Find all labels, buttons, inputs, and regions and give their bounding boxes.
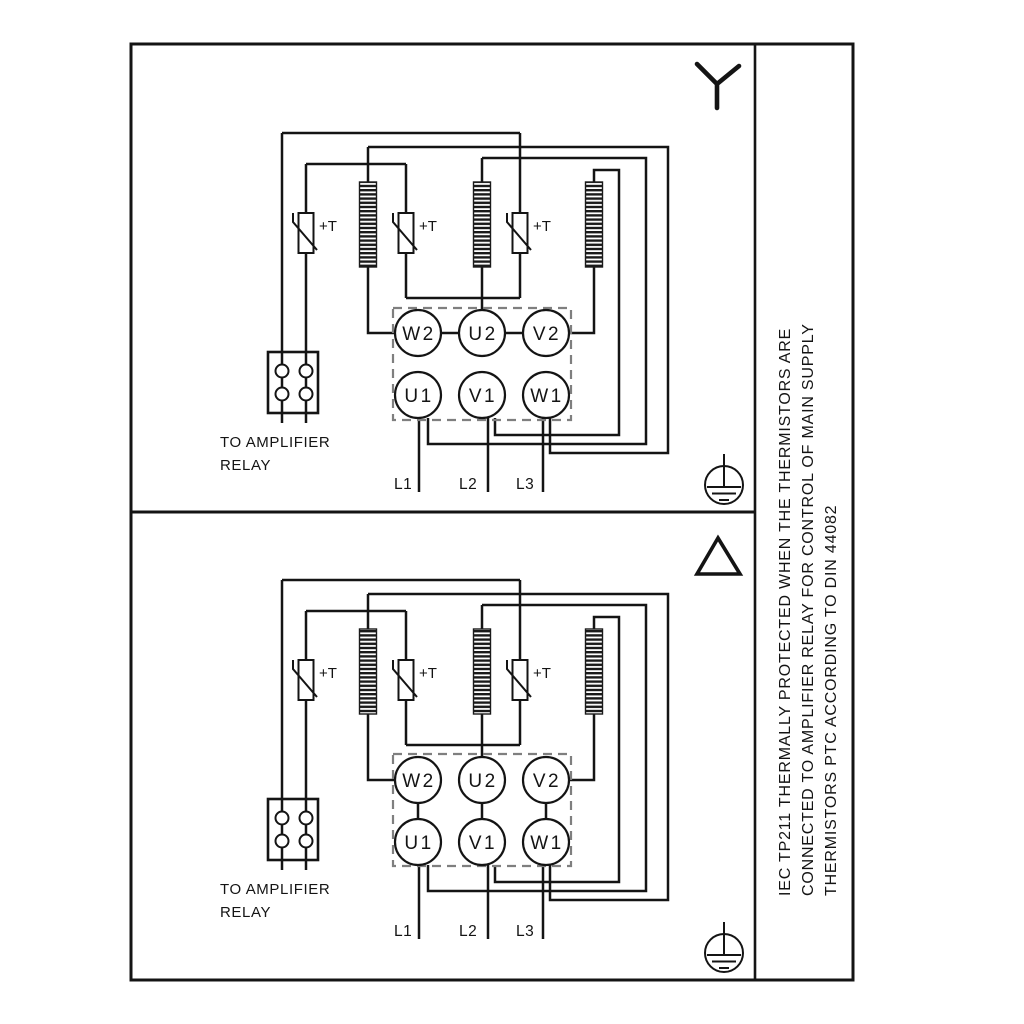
thermistor-ptc-2 — [393, 213, 417, 253]
thermistor-ptc-1 — [293, 213, 317, 253]
terminal-u1-label: U1 — [404, 833, 434, 854]
sidebar-note-line1: IEC TP211 THERMALLY PROTECTED WHEN THE THERMISTORS ARE — [777, 327, 794, 896]
delta-connection-icon — [697, 538, 740, 574]
earth-ground-icon — [705, 454, 743, 504]
relay-contact — [300, 835, 313, 848]
relay-contact — [276, 365, 289, 378]
supply-label-l3: L3 — [516, 476, 535, 493]
terminal-u2-label: U2 — [468, 324, 498, 345]
thermistor-label: +T — [419, 665, 437, 682]
terminal-v1-label: V1 — [468, 833, 498, 854]
terminal-v2-label: V2 — [532, 771, 562, 792]
star-panel — [220, 64, 743, 504]
relay-contact — [300, 365, 313, 378]
amplifier-relay-note-line1: TO AMPLIFIER — [220, 434, 331, 451]
winding-coil-w — [360, 182, 377, 267]
terminal-w2-label: W2 — [402, 324, 436, 345]
relay-contact — [300, 388, 313, 401]
supply-label-l2: L2 — [459, 476, 478, 493]
thermistor-label: +T — [533, 218, 551, 235]
amplifier-relay-note-line2: RELAY — [220, 457, 272, 474]
thermistor-label: +T — [319, 218, 337, 235]
thermistor-ptc-3 — [507, 660, 531, 700]
amplifier-relay-note-line2: RELAY — [220, 904, 272, 921]
relay-contact — [276, 835, 289, 848]
winding-coil-v — [586, 182, 603, 267]
sidebar-note-line3: THERMISTORS PTC ACCORDING TO DIN 44082 — [823, 504, 840, 896]
supply-label-l3: L3 — [516, 923, 535, 940]
sidebar-note-line2: CONNECTED TO AMPLIFIER RELAY FOR CONTROL OF MAIN SUPPLY — [800, 323, 817, 896]
supply-label-l2: L2 — [459, 923, 478, 940]
thermistor-ptc-2 — [393, 660, 417, 700]
terminal-v1-label: V1 — [468, 386, 498, 407]
earth-ground-icon — [705, 922, 743, 972]
supply-label-l1: L1 — [394, 923, 413, 940]
terminal-u1-label: U1 — [404, 386, 434, 407]
relay-contact — [276, 388, 289, 401]
winding-coil-v — [586, 629, 603, 714]
terminal-w1-label: W1 — [530, 386, 564, 407]
relay-contact — [276, 812, 289, 825]
relay-terminal-box — [268, 799, 318, 860]
relay-terminal-box — [268, 352, 318, 413]
terminal-u2-label: U2 — [468, 771, 498, 792]
thermistor-ptc-1 — [293, 660, 317, 700]
thermistor-ptc-3 — [507, 213, 531, 253]
terminal-w2-label: W2 — [402, 771, 436, 792]
terminal-v2-label: V2 — [532, 324, 562, 345]
winding-coil-u — [474, 629, 491, 714]
thermistor-label: +T — [419, 218, 437, 235]
thermistor-label: +T — [533, 665, 551, 682]
relay-contact — [300, 812, 313, 825]
sidebar-note — [777, 323, 840, 896]
delta-panel — [220, 538, 743, 972]
terminal-w1-label: W1 — [530, 833, 564, 854]
supply-label-l1: L1 — [394, 476, 413, 493]
star-connection-icon — [697, 64, 739, 108]
thermistor-label: +T — [319, 665, 337, 682]
winding-coil-u — [474, 182, 491, 267]
winding-coil-w — [360, 629, 377, 714]
amplifier-relay-note-line1: TO AMPLIFIER — [220, 881, 331, 898]
